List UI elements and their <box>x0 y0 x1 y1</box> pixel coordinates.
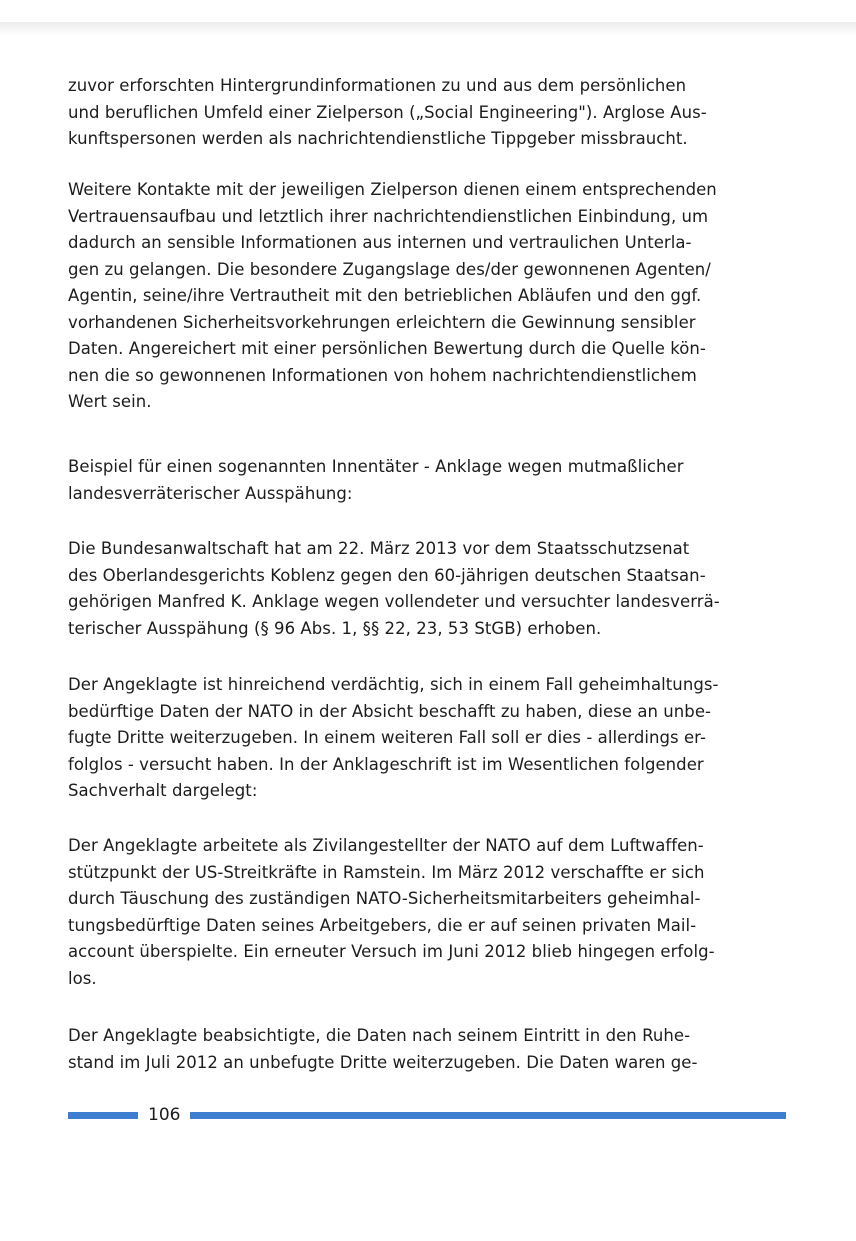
text-line: Daten. Angereichert mit einer persönlichen Bewertung durch die Quelle kön- <box>68 339 706 358</box>
text-line: account überspielte. Ein erneuter Versuch im Juni 2012 blieb hingegen erfolg- <box>68 942 715 961</box>
text-line: fugte Dritte weiterzugeben. In einem weiteren Fall soll er dies - allerdings er- <box>68 728 706 747</box>
text-line: landesverräterischer Ausspähung: <box>68 483 353 503</box>
text-line: durch Täuschung des zuständigen NATO-Sicherheitsmitarbeiters geheimhal- <box>68 889 701 908</box>
paragraph-6 <box>68 833 788 992</box>
text-line: los. <box>68 968 97 988</box>
paragraph-2 <box>68 177 788 416</box>
text-line: gen zu gelangen. Die besondere Zugangslage des/der gewonnenen Agenten/ <box>68 259 711 279</box>
text-line: bedürftige Daten der NATO in der Absicht beschafft zu haben, diese an unbe- <box>68 701 712 721</box>
page-footer <box>68 1104 786 1130</box>
footer-accent-bar-right <box>190 1112 786 1119</box>
text-line: Der Angeklagte arbeitete als Zivilangestellter der NATO auf dem Luftwaffen- <box>68 836 704 855</box>
scan-top-edge <box>0 22 856 36</box>
text-line: nen die so gewonnenen Informationen von hohem nachrichtendienstlichem <box>68 365 697 385</box>
paragraph-1 <box>68 73 788 153</box>
text-line: Der Angeklagte beabsichtigte, die Daten nach seinem Eintritt in den Ruhe- <box>68 1026 691 1045</box>
text-line: terischer Ausspähung (§ 96 Abs. 1, §§ 22, 23, 53 StGB) erhoben. <box>68 618 602 638</box>
text-line: Vertrauensaufbau und letztlich ihrer nachrichtendienstlichen Einbindung, um <box>68 206 709 226</box>
text-line: Beispiel für einen sogenannten Innentäter - Anklage wegen mutmaßlicher <box>68 457 684 476</box>
text-line: Weitere Kontakte mit der jeweiligen Zielperson dienen einem entsprechenden <box>68 180 717 199</box>
paragraph-4 <box>68 536 788 642</box>
text-line: des Oberlandesgerichts Koblenz gegen den 60-jährigen deutschen Staatsan- <box>68 565 706 585</box>
text-line: vorhandenen Sicherheitsvorkehrungen erleichtern die Gewinnung sensibler <box>68 312 696 332</box>
text-line: zuvor erforschten Hintergrundinformationen zu und aus dem persönlichen <box>68 76 687 95</box>
text-line: stützpunkt der US-Streitkräfte in Ramstein. Im März 2012 verschaffte er sich <box>68 862 705 882</box>
text-line: Der Angeklagte ist hinreichend verdächtig, sich in einem Fall geheimhaltungs- <box>68 675 719 694</box>
text-line: folglos - versucht haben. In der Anklageschrift ist im Wesentlichen folgender <box>68 754 704 774</box>
text-line: Wert sein. <box>68 392 152 411</box>
footer-accent-bar-left <box>68 1112 138 1119</box>
text-line: tungsbedürftige Daten seines Arbeitgebers, die er auf seinen privaten Mail- <box>68 915 697 935</box>
text-line: dadurch an sensible Informationen aus internen und vertraulichen Unterla- <box>68 233 692 252</box>
paragraph-7 <box>68 1023 788 1076</box>
text-line: und beruflichen Umfeld einer Zielperson („Social Engineering"). Arglose Aus- <box>68 102 707 122</box>
paragraph-5 <box>68 672 788 805</box>
text-line: stand im Juli 2012 an unbefugte Dritte weiterzugeben. Die Daten waren ge- <box>68 1052 698 1072</box>
page-number: 106 <box>148 1105 181 1125</box>
text-line: kunftspersonen werden als nachrichtendienstliche Tippgeber missbraucht. <box>68 129 688 148</box>
text-line: Sachverhalt dargelegt: <box>68 781 258 800</box>
text-line: Die Bundesanwaltschaft hat am 22. März 2013 vor dem Staatsschutzsenat <box>68 539 690 558</box>
text-line: gehörigen Manfred K. Anklage wegen vollendeter und versuchter landesverrä- <box>68 592 720 611</box>
paragraph-3 <box>68 454 788 507</box>
text-line: Agentin, seine/ihre Vertrautheit mit den betrieblichen Abläufen und den ggf. <box>68 286 702 305</box>
